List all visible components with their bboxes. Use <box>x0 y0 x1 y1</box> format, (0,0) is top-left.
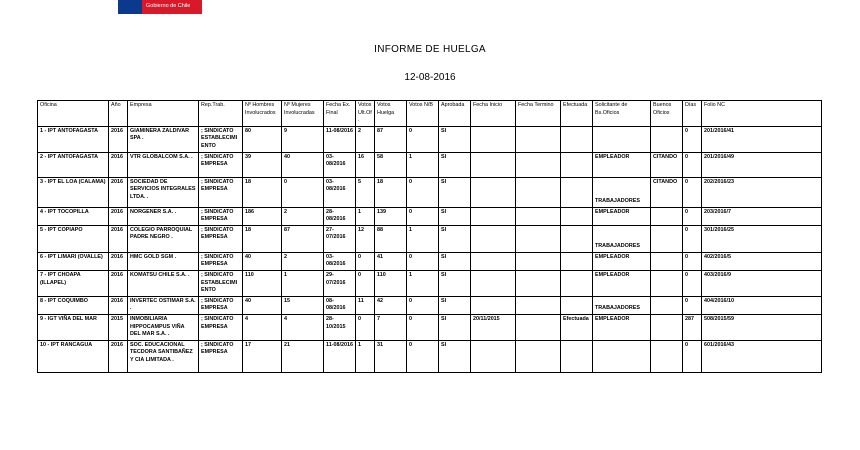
column-header: Fecha Inicio <box>471 101 516 127</box>
table-row <box>38 314 822 340</box>
table-cell: 27-07/2016 <box>324 225 356 252</box>
table-cell: 2 <box>282 207 324 225</box>
column-header: Rep.Trab. <box>199 101 243 127</box>
table-cell: ; SINDICATO ESTABLECIMIENTO <box>199 270 243 296</box>
table-cell: 2016 <box>109 296 128 314</box>
table-row <box>38 126 822 152</box>
table-cell: 1 <box>356 207 375 225</box>
table-cell <box>561 177 593 207</box>
table-cell <box>561 340 593 372</box>
table-cell <box>471 296 516 314</box>
table-cell <box>471 340 516 372</box>
table-cell: CITANDO <box>651 152 683 177</box>
table-cell: ; SINDICATO EMPRESA <box>199 252 243 270</box>
table-cell <box>651 270 683 296</box>
table-cell: 2015 <box>109 314 128 340</box>
table-cell: INMOBILIARIA HIPPOCAMPUS VIÑA DEL MAR S.A. . <box>128 314 199 340</box>
table-cell: 03-08/2016 <box>324 177 356 207</box>
table-cell: 2016 <box>109 225 128 252</box>
table-cell: 0 <box>683 126 702 152</box>
table-cell: SI <box>439 126 471 152</box>
table-cell: 29-07/2016 <box>324 270 356 296</box>
report-date: 12-08-2016 <box>404 72 456 83</box>
table-body <box>38 126 822 372</box>
table-cell: 0 <box>356 252 375 270</box>
table-cell <box>651 225 683 252</box>
table-cell: 202/2016/23 <box>702 177 822 207</box>
logo-blue-block <box>118 0 142 14</box>
table-cell: 0 <box>407 252 439 270</box>
table-cell: SOC. EDUCACIONAL TECDORA SANTIBAÑEZ Y CIA LIMITADA . <box>128 340 199 372</box>
table-cell: HMC GOLD SGM . <box>128 252 199 270</box>
table-cell: 2016 <box>109 177 128 207</box>
logo-text: Gobierno de Chile <box>146 3 191 9</box>
table-cell: 186 <box>243 207 282 225</box>
table-cell: 16 <box>356 152 375 177</box>
table-cell: 18 <box>243 225 282 252</box>
table-cell: 87 <box>282 225 324 252</box>
table-cell: 508/2015/59 <box>702 314 822 340</box>
table-cell: 2016 <box>109 152 128 177</box>
table-cell: 0 <box>683 270 702 296</box>
table-cell: 2016 <box>109 270 128 296</box>
table-cell: 8 - IPT COQUIMBO <box>38 296 109 314</box>
table-cell <box>561 296 593 314</box>
table-row <box>38 177 822 207</box>
gobierno-logo <box>118 0 202 14</box>
table-cell: VTR GLOBALCOM S.A. . <box>128 152 199 177</box>
table-cell <box>471 207 516 225</box>
column-header: Nº Hombres Involucrados <box>243 101 282 127</box>
table-cell: 301/2016/25 <box>702 225 822 252</box>
table-cell <box>516 340 561 372</box>
table-cell: SI <box>439 225 471 252</box>
table-header-row <box>38 101 822 127</box>
table-cell: SI <box>439 152 471 177</box>
table-cell: 0 <box>356 314 375 340</box>
table-cell: 5 - IPT COPIAPO <box>38 225 109 252</box>
table-cell: 139 <box>375 207 407 225</box>
table-cell <box>471 126 516 152</box>
table-cell <box>471 270 516 296</box>
table-cell: 1 <box>407 225 439 252</box>
table-cell: 2 <box>282 252 324 270</box>
table-cell: 88 <box>375 225 407 252</box>
column-header: Aprobada <box>439 101 471 127</box>
table-cell: 402/2016/5 <box>702 252 822 270</box>
table-row <box>38 270 822 296</box>
table-cell: 15 <box>282 296 324 314</box>
table-cell: 0 <box>407 177 439 207</box>
table-cell <box>651 296 683 314</box>
table-cell: 6 - IPT LIMARI (OVALLE) <box>38 252 109 270</box>
report-title: INFORME DE HUELGA <box>374 44 486 55</box>
table-cell: 4 <box>243 314 282 340</box>
table-cell: 0 <box>683 252 702 270</box>
table-row <box>38 296 822 314</box>
table-cell: ; SINDICATO ESTABLECIMIENTO <box>199 126 243 152</box>
table-cell: 0 <box>282 177 324 207</box>
table-cell: 40 <box>282 152 324 177</box>
table-cell: ; SINDICATO EMPRESA <box>199 340 243 372</box>
table-row <box>38 225 822 252</box>
table-cell: ; SINDICATO EMPRESA <box>199 207 243 225</box>
table-cell: EMPLEADOR <box>593 152 651 177</box>
table-cell: 2 <box>356 126 375 152</box>
table-cell <box>516 152 561 177</box>
table-cell: 08-08/2016 <box>324 296 356 314</box>
table-cell: EMPLEADOR <box>593 252 651 270</box>
table-cell: 0 <box>356 270 375 296</box>
table-cell: SI <box>439 177 471 207</box>
table-cell: SOCIEDAD DE SERVICIOS INTEGRALES LTDA. . <box>128 177 199 207</box>
table-cell: 4 - IPT TOCOPILLA <box>38 207 109 225</box>
table-cell: 0 <box>407 340 439 372</box>
table-cell <box>471 252 516 270</box>
table-cell: CITANDO <box>651 177 683 207</box>
table-cell <box>651 252 683 270</box>
table-cell: 0 <box>407 296 439 314</box>
table-cell: 41 <box>375 252 407 270</box>
table-cell <box>561 126 593 152</box>
table-cell: 0 <box>683 296 702 314</box>
table-cell <box>651 126 683 152</box>
table-cell: 28-08/2016 <box>324 207 356 225</box>
table-cell <box>516 296 561 314</box>
table-cell: ; SINDICATO EMPRESA <box>199 177 243 207</box>
table-cell: ; SINDICATO EMPRESA <box>199 225 243 252</box>
table-cell <box>561 225 593 252</box>
column-header: Buenos Oficios <box>651 101 683 127</box>
table-cell <box>471 225 516 252</box>
table-cell <box>593 340 651 372</box>
table-cell <box>561 270 593 296</box>
table-cell: 601/2016/43 <box>702 340 822 372</box>
table-cell: TRABAJADORES <box>593 225 651 252</box>
table-cell: 9 <box>282 126 324 152</box>
table-cell: 0 <box>407 314 439 340</box>
table-cell: 11-08/2016 <box>324 340 356 372</box>
table-cell: 31 <box>375 340 407 372</box>
column-header: Votos Ult.Of. <box>356 101 375 127</box>
table-row <box>38 152 822 177</box>
table-cell: 0 <box>683 152 702 177</box>
table-cell: 5 <box>356 177 375 207</box>
table-cell: 0 <box>683 340 702 372</box>
table-cell: 58 <box>375 152 407 177</box>
table-cell: 17 <box>243 340 282 372</box>
table-cell: TRABAJADORES <box>593 177 651 207</box>
table-cell <box>561 207 593 225</box>
table-cell: Efectuada <box>561 314 593 340</box>
table-cell <box>561 252 593 270</box>
table-row <box>38 207 822 225</box>
table-cell: 0 <box>407 126 439 152</box>
column-header: Días <box>683 101 702 127</box>
table-cell: SI <box>439 207 471 225</box>
table-cell: SI <box>439 270 471 296</box>
table-cell: 2016 <box>109 252 128 270</box>
column-header: Votos N/B <box>407 101 439 127</box>
table-cell: 2016 <box>109 340 128 372</box>
table-cell: 0 <box>407 207 439 225</box>
table-cell <box>516 314 561 340</box>
column-header: Fecha Termino <box>516 101 561 127</box>
table-cell: SI <box>439 296 471 314</box>
table-cell: COLEGIO PARROQUIAL PADRE NEGRO . <box>128 225 199 252</box>
column-header: Empresa <box>128 101 199 127</box>
column-header: Fecha Ex. Final <box>324 101 356 127</box>
table-cell: 4 <box>282 314 324 340</box>
table-cell <box>471 152 516 177</box>
table-cell <box>651 340 683 372</box>
table-cell: 40 <box>243 252 282 270</box>
table-cell: EMPLEADOR <box>593 270 651 296</box>
table-cell: 287 <box>683 314 702 340</box>
table-cell: 201/2016/49 <box>702 152 822 177</box>
table-cell: 1 <box>282 270 324 296</box>
column-header: Año <box>109 101 128 127</box>
table-cell: 1 <box>356 340 375 372</box>
table-cell <box>516 225 561 252</box>
table-cell: 7 <box>375 314 407 340</box>
table-cell: 18 <box>375 177 407 207</box>
table-cell: 403/2016/9 <box>702 270 822 296</box>
table-cell: INVERTEC OSTIMAR S.A. . <box>128 296 199 314</box>
table-cell: 110 <box>243 270 282 296</box>
column-header: Solicitante de Bs.Oficios <box>593 101 651 127</box>
table-cell: NORGENER S.A. . <box>128 207 199 225</box>
table-cell <box>561 152 593 177</box>
table-cell: EMPLEADOR <box>593 314 651 340</box>
table-cell: 0 <box>683 225 702 252</box>
table-cell: SI <box>439 252 471 270</box>
table-cell: 201/2016/41 <box>702 126 822 152</box>
table-cell: 3 - IPT EL LOA (CALAMA) <box>38 177 109 207</box>
table-cell: 03-08/2016 <box>324 252 356 270</box>
table-cell: 2016 <box>109 207 128 225</box>
table-cell <box>516 126 561 152</box>
table-cell: 28-10/2015 <box>324 314 356 340</box>
table-cell: 1 - IPT ANTOFAGASTA <box>38 126 109 152</box>
table-cell: KOMATSU CHILE S.A. . <box>128 270 199 296</box>
table-cell <box>651 314 683 340</box>
table-cell: ; SINDICATO EMPRESA <box>199 152 243 177</box>
table-cell: TRABAJADORES <box>593 296 651 314</box>
table-cell <box>471 177 516 207</box>
table-cell: 03-08/2016 <box>324 152 356 177</box>
table-cell: 21 <box>282 340 324 372</box>
table-cell: 39 <box>243 152 282 177</box>
table-cell <box>516 207 561 225</box>
table-cell <box>516 270 561 296</box>
table-cell: 1 <box>407 270 439 296</box>
table-cell: 0 <box>683 207 702 225</box>
table-cell: EMPLEADOR <box>593 207 651 225</box>
table-row <box>38 340 822 372</box>
table-cell: 9 - IGT VIÑA DEL MAR <box>38 314 109 340</box>
table-cell: 0 <box>683 177 702 207</box>
table-cell: 2016 <box>109 126 128 152</box>
table-cell: 12 <box>356 225 375 252</box>
table-cell: 2 - IPT ANTOFAGASTA <box>38 152 109 177</box>
table-cell: SI <box>439 314 471 340</box>
column-header: Oficina <box>38 101 109 127</box>
table-cell: 11 <box>356 296 375 314</box>
table-cell <box>593 126 651 152</box>
table-cell <box>516 252 561 270</box>
table-cell: 18 <box>243 177 282 207</box>
table-cell <box>651 207 683 225</box>
table-cell: ; SINDICATO EMPRESA <box>199 296 243 314</box>
column-header: Nº Mujeres Involucradas <box>282 101 324 127</box>
column-header: Votos Huelga <box>375 101 407 127</box>
column-header: Efectuada <box>561 101 593 127</box>
table-cell: 1 <box>407 152 439 177</box>
table-cell: GIAMINERA ZALDIVAR SPA . <box>128 126 199 152</box>
strike-report-table <box>37 100 822 373</box>
table-row <box>38 252 822 270</box>
table-cell: SI <box>439 340 471 372</box>
table-cell: 404/2016/10 <box>702 296 822 314</box>
table-cell: 87 <box>375 126 407 152</box>
column-header: Folio NC <box>702 101 822 127</box>
table-cell: 80 <box>243 126 282 152</box>
table-cell: 7 - IPT CHOAPA (ILLAPEL) <box>38 270 109 296</box>
table-cell <box>516 177 561 207</box>
table-cell: 20/11/2015 <box>471 314 516 340</box>
table-cell: 203/2016/7 <box>702 207 822 225</box>
table-cell: 42 <box>375 296 407 314</box>
table-cell: 10 - IPT RANCAGUA <box>38 340 109 372</box>
table-cell: 40 <box>243 296 282 314</box>
table-cell: ; SINDICATO EMPRESA <box>199 314 243 340</box>
table-cell: 11-08/2016 <box>324 126 356 152</box>
table-cell: 110 <box>375 270 407 296</box>
